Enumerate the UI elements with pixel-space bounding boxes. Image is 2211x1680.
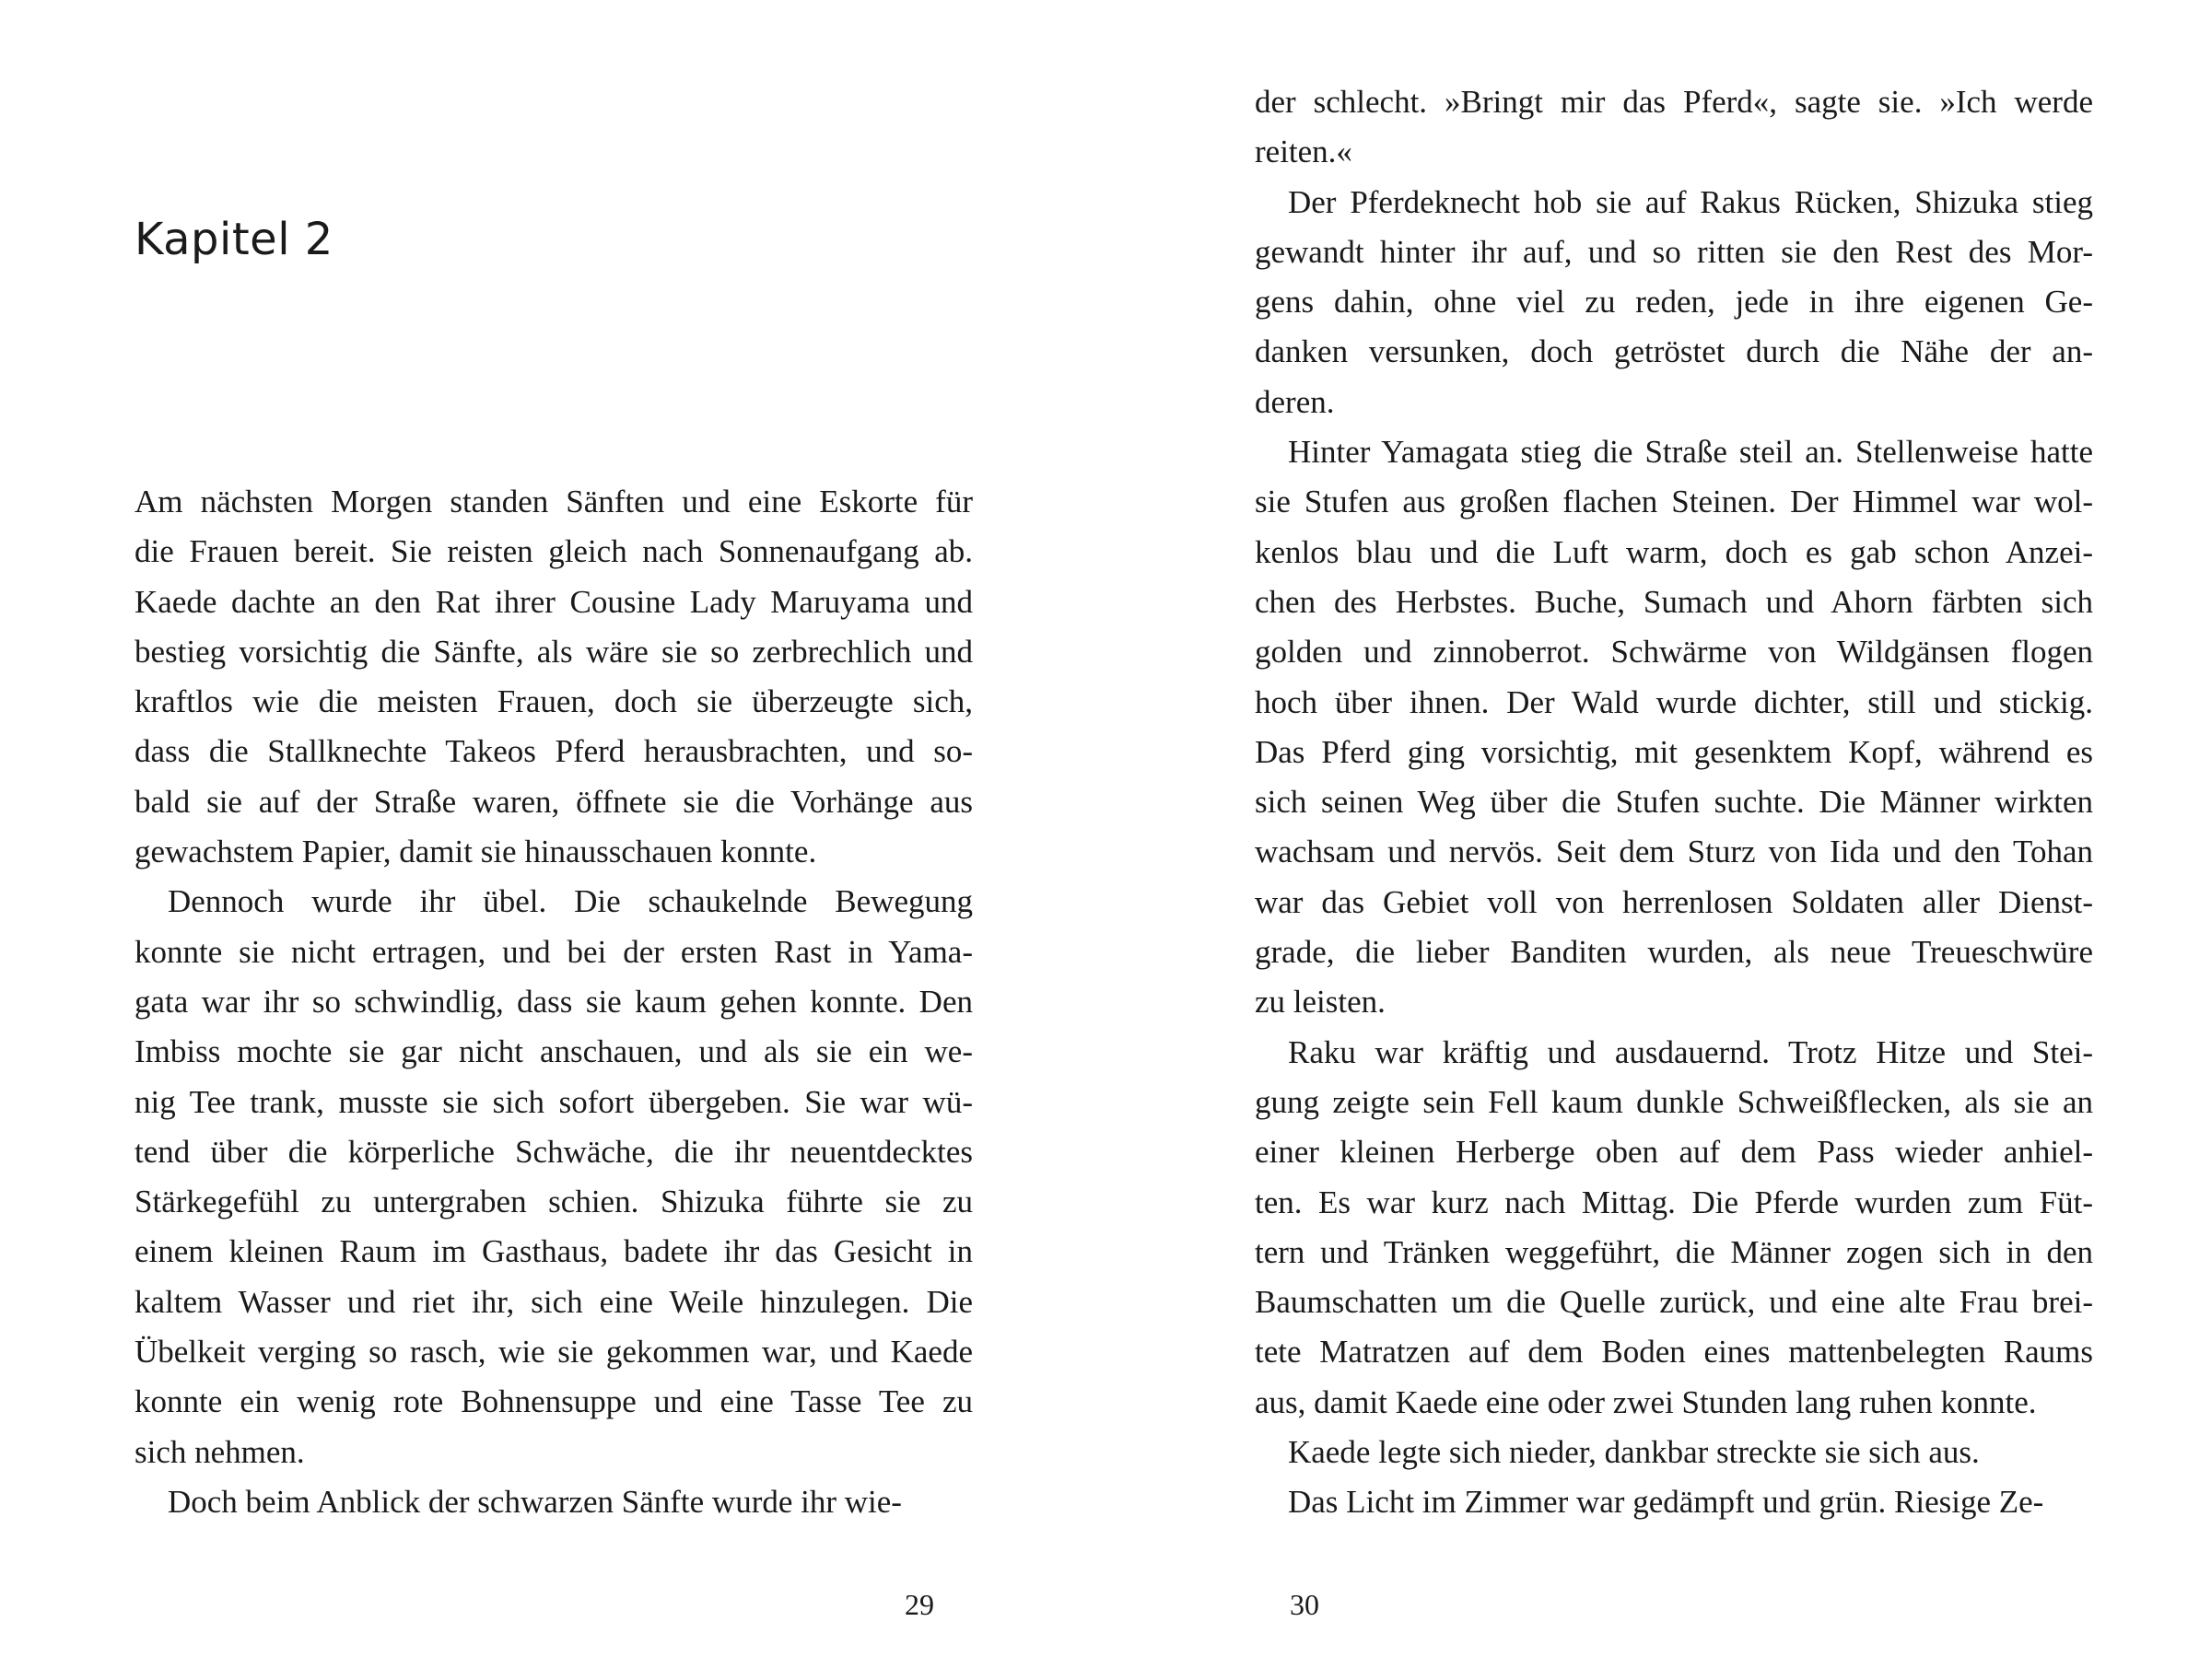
text-line: reiten.« <box>1255 134 1352 170</box>
text-line: dass die Stallknechte Takeos Pferd herausbrachten, und so- <box>135 733 973 770</box>
text-line: Dennoch wurde ihr übel. Die schaukelnde Bewegung <box>168 883 973 920</box>
page-number-left: 29 <box>905 1588 934 1621</box>
text-line: tend über die körperliche Schwäche, die ihr neuentdecktes <box>135 1133 973 1170</box>
text-line: gewandt hinter ihr auf, und so ritten sie den Rest des Mor- <box>1255 233 2093 270</box>
text-line: Doch beim Anblick der schwarzen Sänfte wurde ihr wie- <box>168 1483 902 1520</box>
text-line: Stärkegefühl zu untergraben schien. Shizuka führte sie zu <box>135 1184 973 1220</box>
text-line: sich seinen Weg über die Stufen suchte. Die Männer wirkten <box>1255 784 2093 821</box>
text-line: Das Pferd ging vorsichtig, mit gesenktem Kopf, während es <box>1255 733 2093 770</box>
text-line: der schlecht. »Bringt mir das Pferd«, sagte sie. »Ich werde <box>1255 84 2093 120</box>
text-line: sich nehmen. <box>135 1433 305 1470</box>
text-line: Hinter Yamagata stieg die Straße steil an. Stellenweise hatte <box>1288 434 2093 471</box>
chapter-title: Kapitel 2 <box>135 214 333 265</box>
text-line: hoch über ihnen. Der Wald wurde dichter, still und stickig. <box>1255 683 2093 720</box>
text-line: zu leisten. <box>1255 984 1386 1021</box>
text-line: sie Stufen aus großen flachen Steinen. Der Himmel war wol- <box>1255 484 2093 520</box>
text-line: tern und Tränken weggeführt, die Männer zogen sich in den <box>1255 1233 2093 1270</box>
text-line: nig Tee trank, musste sie sich sofort übergeben. Sie war wü- <box>135 1083 973 1120</box>
text-line: deren. <box>1255 383 1335 420</box>
paragraph <box>1255 1428 2093 1477</box>
right-page <box>1255 0 2093 1680</box>
paragraph <box>1255 77 2093 178</box>
paragraph <box>135 1477 973 1527</box>
text-line: bald sie auf der Straße waren, öffnete sie die Vorhänge aus <box>135 783 973 820</box>
text-line: Baumschatten um die Quelle zurück, und eine alte Frau brei- <box>1255 1284 2093 1321</box>
paragraph <box>135 877 973 1477</box>
text-line: wachsam und nervös. Seit dem Sturz von Iida und den Tohan <box>1255 834 2093 870</box>
text-line: Übelkeit verging so rasch, wie sie gekommen war, und Kaede <box>135 1334 973 1371</box>
text-line: danken versunken, doch getröstet durch die Nähe der an- <box>1255 333 2093 370</box>
paragraph <box>1255 427 2093 1028</box>
text-line: golden und zinnoberrot. Schwärme von Wildgänsen flogen <box>1255 634 2093 671</box>
text-line: tete Matratzen auf dem Boden eines mattenbelegten Raums <box>1255 1334 2093 1371</box>
text-line: kraftlos wie die meisten Frauen, doch sie überzeugte sich, <box>135 683 973 720</box>
paragraph <box>1255 178 2093 427</box>
text-line: Kaede dachte an den Rat ihrer Cousine Lady Maruyama und <box>135 583 973 620</box>
text-line: ten. Es war kurz nach Mittag. Die Pferde wurden zum Füt- <box>1255 1184 2093 1220</box>
text-line: einer kleinen Herberge oben auf dem Pass wieder anhiel- <box>1255 1134 2093 1171</box>
paragraph <box>135 477 973 877</box>
text-line: konnte ein wenig rote Bohnensuppe und eine Tasse Tee zu <box>135 1383 973 1420</box>
text-line: einem kleinen Raum im Gasthaus, badete ihr das Gesicht in <box>135 1233 973 1270</box>
left-page <box>135 0 973 1680</box>
text-line: die Frauen bereit. Sie reisten gleich nach Sonnenaufgang ab. <box>135 533 973 570</box>
text-line: gewachstem Papier, damit sie hinausschauen konnte. <box>135 834 817 870</box>
text-line: Raku war kräftig und ausdauernd. Trotz Hitze und Stei- <box>1288 1033 2093 1070</box>
page-number-right: 30 <box>1290 1588 1319 1621</box>
text-line: chen des Herbstes. Buche, Sumach und Ahorn färbten sich <box>1255 583 2093 620</box>
text-line: Kaede legte sich nieder, dankbar streckte sie sich aus. <box>1288 1434 1980 1471</box>
text-line: gata war ihr so schwindlig, dass sie kaum gehen konnte. Den <box>135 983 973 1020</box>
right-page-body-text <box>1255 77 2093 1528</box>
text-line: konnte sie nicht ertragen, und bei der ersten Rast in Yama- <box>135 933 973 970</box>
text-line: Das Licht im Zimmer war gedämpft und grün. Riesige Ze- <box>1288 1484 2044 1521</box>
text-line: bestieg vorsichtig die Sänfte, als wäre sie so zerbrechlich und <box>135 633 973 670</box>
text-line: gung zeigte sein Fell kaum dunkle Schweißflecken, als sie an <box>1255 1083 2093 1120</box>
text-line: Imbiss mochte sie gar nicht anschauen, und als sie ein we- <box>135 1033 973 1070</box>
paragraph <box>1255 1477 2093 1527</box>
text-line: gens dahin, ohne viel zu reden, jede in ihre eigenen Ge- <box>1255 284 2093 321</box>
text-line: kenlos blau und die Luft warm, doch es gab schon Anzei- <box>1255 533 2093 570</box>
text-line: kaltem Wasser und riet ihr, sich eine Weile hinzulegen. Die <box>135 1283 973 1320</box>
paragraph <box>1255 1028 2093 1428</box>
text-line: grade, die lieber Banditen wurden, als neue Treueschwüre <box>1255 934 2093 971</box>
text-line: war das Gebiet voll von herrenlosen Soldaten aller Dienst- <box>1255 883 2093 920</box>
text-line: Am nächsten Morgen standen Sänften und eine Eskorte für <box>135 484 973 519</box>
text-line: aus, damit Kaede eine oder zwei Stunden lang ruhen konnte. <box>1255 1383 2037 1420</box>
text-line: Der Pferdeknecht hob sie auf Rakus Rücken, Shizuka stieg <box>1288 183 2093 220</box>
left-page-body-text <box>135 477 973 1527</box>
